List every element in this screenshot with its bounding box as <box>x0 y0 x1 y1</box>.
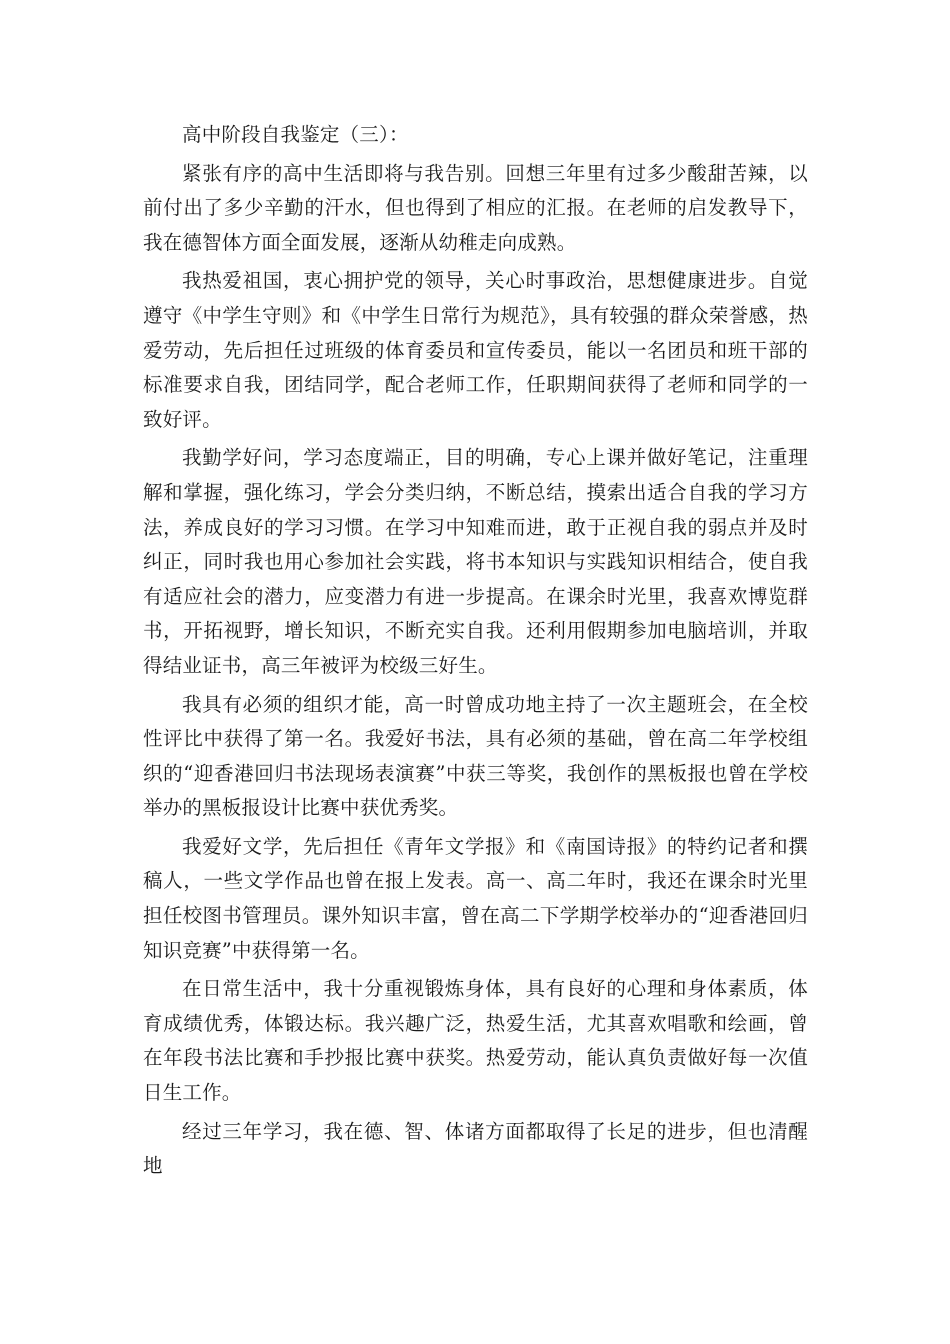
paragraph-morality: 我热爱祖国，衷心拥护党的领导，关心时事政治，思想健康进步。自觉遵守《中学生守则》和《中学生日常行为规范》，具有较强的群众荣誉感，热爱劳动，先后担任过班级的体育委员和宣传委员，能以一名团员和班干部的标准要求自我，团结同学，配合老师工作，任职期间获得了老师和同学的一致好评。 <box>143 269 808 431</box>
document-heading: 高中阶段自我鉴定（三）： <box>182 123 409 146</box>
paragraph-intro: 紧张有序的高中生活即将与我告别。回想三年里有过多少酸甜苦辣，以前付出了多少辛勤的汗水，但也得到了相应的汇报。在老师的启发教导下，我在德智体方面全面发展，逐渐从幼稚走向成熟。 <box>143 161 808 254</box>
paragraph-daily-life: 在日常生活中，我十分重视锻炼身体，具有良好的心理和身体素质，体育成绩优秀，体锻达标。我兴趣广泛，热爱生活，尤其喜欢唱歌和绘画，曾在年段书法比赛和手抄报比赛中获奖。热爱劳动，能认真负责做好每一次值日生工作。 <box>143 977 808 1105</box>
paragraph-study: 我勤学好问，学习态度端正，目的明确，专心上课并做好笔记，注重理解和掌握，强化练习，学会分类归纳，不断总结，摸索出适合自我的学习方法，养成良好的学习习惯。在学习中知难而进，敢于正视自我的弱点并及时纠正，同时我也用心参加社会实践，将书本知识与实践知识相结合，使自我有适应社会的潜力，应变潜力有进一步提高。在课余时光里，我喜欢博览群书，开拓视野，增长知识，不断充实自我。还利用假期参加电脑培训，并取得结业证书，高三年被评为校级三好生。 <box>143 446 808 677</box>
paragraph-literature: 我爱好文学，先后担任《青年文学报》和《南国诗报》的特约记者和撰稿人，一些文学作品也曾在报上发表。高一、高二年时，我还在课余时光里担任校图书管理员。课外知识丰富，曾在高二下学期学校举办的“迎香港回归知识竞赛”中获得第一名。 <box>143 834 808 962</box>
paragraph-organization: 我具有必须的组织才能，高一时曾成功地主持了一次主题班会，在全校性评比中获得了第一名。我爱好书法，具有必须的基础，曾在高二年学校组织的“迎香港回归书法现场表演赛”中获三等奖，我创作的黑板报也曾在学校举办的黑板报设计比赛中获优秀奖。 <box>143 692 808 820</box>
paragraph-summary: 经过三年学习，我在德、智、体诸方面都取得了长足的进步，但也清醒地 <box>143 1119 808 1178</box>
document-page <box>143 118 808 1188</box>
